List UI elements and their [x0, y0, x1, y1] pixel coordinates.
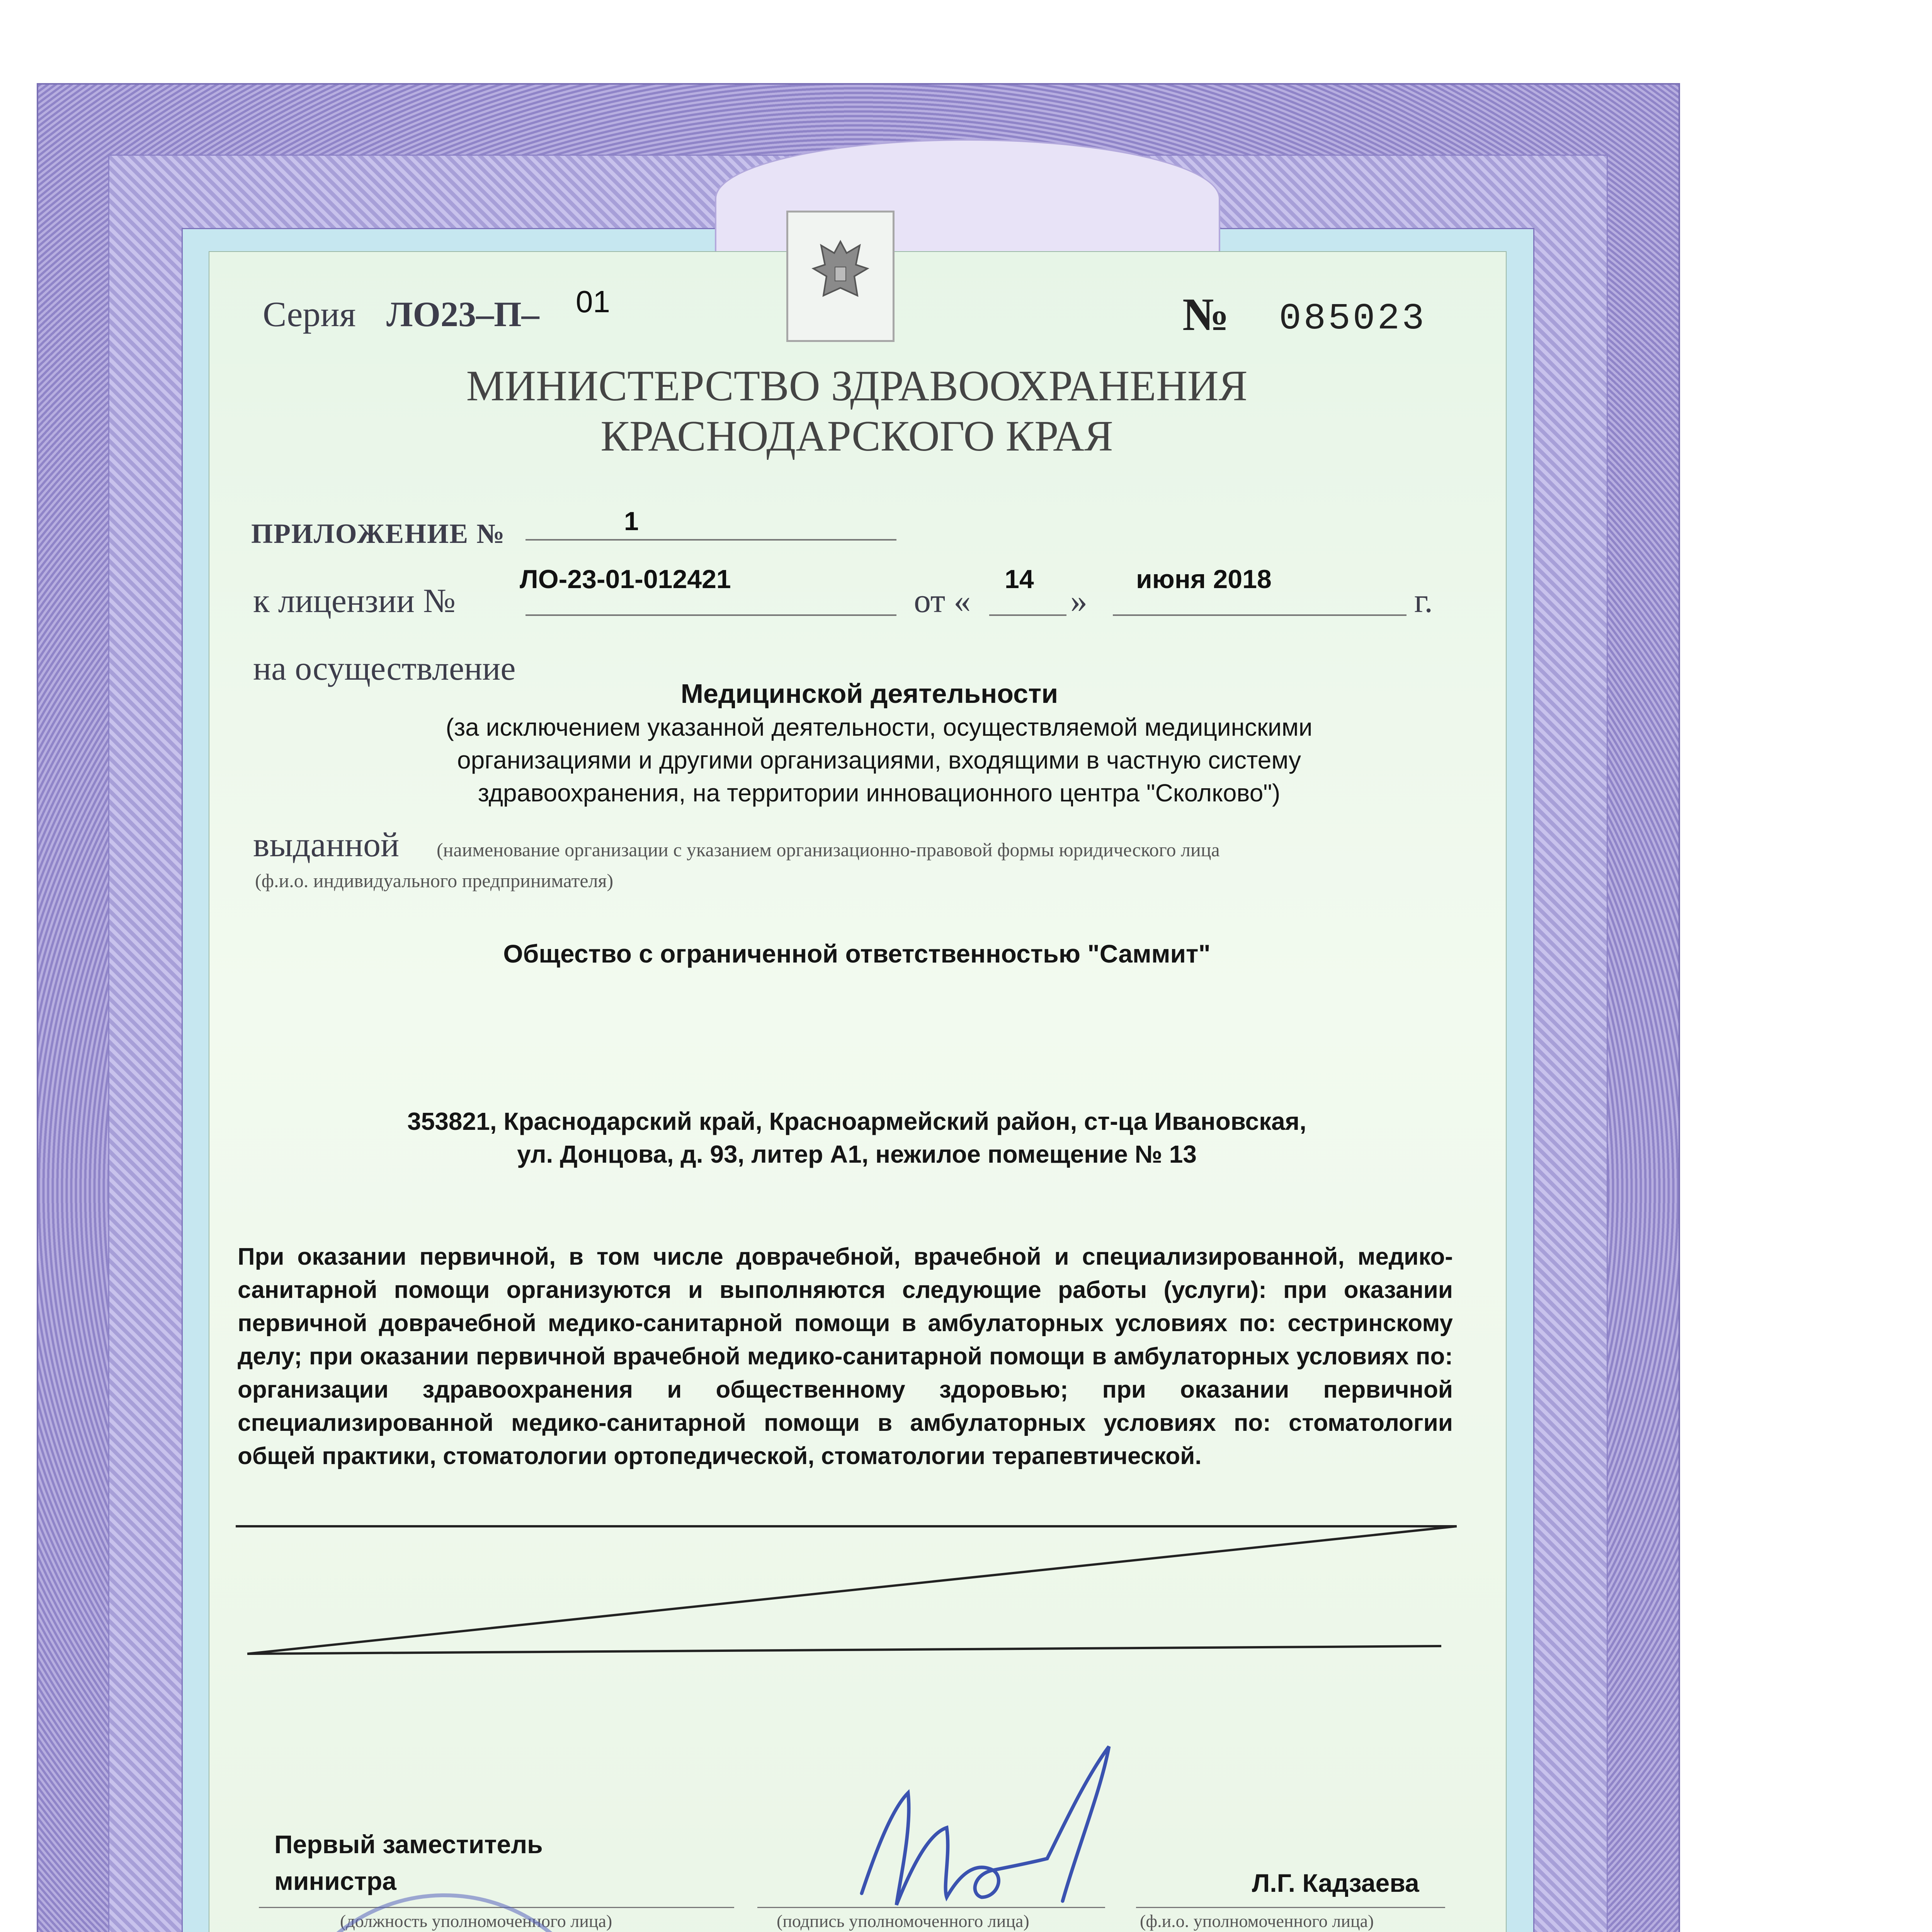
- position-hint: (должность уполномоченного лица): [340, 1911, 612, 1931]
- license-prefix: к лицензии №: [253, 582, 456, 620]
- appendix-label: ПРИЛОЖЕНИЕ №: [251, 518, 505, 549]
- services-description: При оказании первичной, в том числе доврачебной, врачебной и специализированной, медико-санитарной помощи организуются и выполняются следующие работы (услуги): при оказании первичной доврачебной медико-санитарной помощи в амбулаторных условиях по: сестринскому делу; при оказании первичной врачебной медико-санитарной помощи в амбулаторных условиях по: организации здравоохранения и общественному здоровью; при оказании первичной специализированной медико-санитарной помощи в амбулаторных условиях по: стоматологии общей практики, стоматологии ортопедической, стоматологии терапевтической.: [238, 1243, 1453, 1469]
- appendix-number: 1: [624, 507, 639, 536]
- blank-space-strike-lines: [232, 1519, 1468, 1665]
- name-hint: (ф.и.о. уполномоченного лица): [1140, 1911, 1374, 1931]
- license-form-number: 085023: [1279, 298, 1427, 340]
- ministry-title-line1: МИНИСТЕРСТВО ЗДРАВООХРАНЕНИЯ: [466, 362, 1248, 410]
- organization-address-line1: 353821, Краснодарский край, Красноармейский район, ст-ца Ивановская,: [407, 1107, 1306, 1135]
- license-number-underline: [526, 614, 896, 616]
- series-label: Серия: [263, 294, 356, 334]
- license-day-underline: [989, 614, 1066, 616]
- series-code: ЛО23–П–: [386, 294, 539, 334]
- license-number: ЛО-23-01-012421: [520, 565, 731, 594]
- number-sign: №: [1182, 289, 1229, 340]
- signer-position-line2: министра: [274, 1867, 396, 1895]
- activity-title: Медицинской деятельности: [680, 679, 1058, 709]
- coat-of-arms-emblem: [786, 211, 895, 342]
- license-from-label: от «: [914, 582, 971, 620]
- issued-hint-organization: (наименование организации с указанием организационно-правовой формы юридического лица: [437, 839, 1220, 861]
- license-close-quote: »: [1070, 582, 1087, 620]
- activity-label: на осуществление: [253, 650, 516, 687]
- series-suffix: 01: [576, 284, 610, 319]
- issued-label: выданной: [253, 826, 400, 864]
- license-year-suffix: г.: [1414, 582, 1433, 620]
- signer-position-line1: Первый заместитель: [274, 1830, 543, 1859]
- organization-address-line2: ул. Донцова, д. 93, литер А1, нежилое помещение № 13: [517, 1140, 1197, 1168]
- signer-name: Л.Г. Кадзаева: [1252, 1869, 1419, 1897]
- double-headed-eagle-icon: [802, 230, 879, 323]
- appendix-underline: [526, 539, 896, 541]
- signature-hint: (подпись уполномоченного лица): [777, 1911, 1029, 1931]
- license-day: 14: [1005, 565, 1034, 594]
- license-date-underline: [1113, 614, 1406, 616]
- license-month-year: июня 2018: [1136, 565, 1272, 594]
- activity-description-line2: организациями и другими организациями, входящими в частную систему: [457, 746, 1301, 774]
- handwritten-signature: [831, 1731, 1159, 1932]
- ministry-title-line2: КРАСНОДАРСКОГО КРАЯ: [600, 412, 1113, 460]
- organization-name: Общество с ограниченной ответственностью "Саммит": [503, 939, 1211, 968]
- document-sheet: [209, 251, 1507, 1932]
- activity-description-line3: здравоохранения, на территории инновационного центра "Сколково"): [478, 779, 1281, 807]
- name-underline: [1136, 1907, 1445, 1908]
- activity-description-line1: (за исключением указанной деятельности, осуществляемой медицинскими: [446, 713, 1313, 741]
- issued-hint-entrepreneur: (ф.и.о. индивидуального предпринимателя): [255, 870, 614, 891]
